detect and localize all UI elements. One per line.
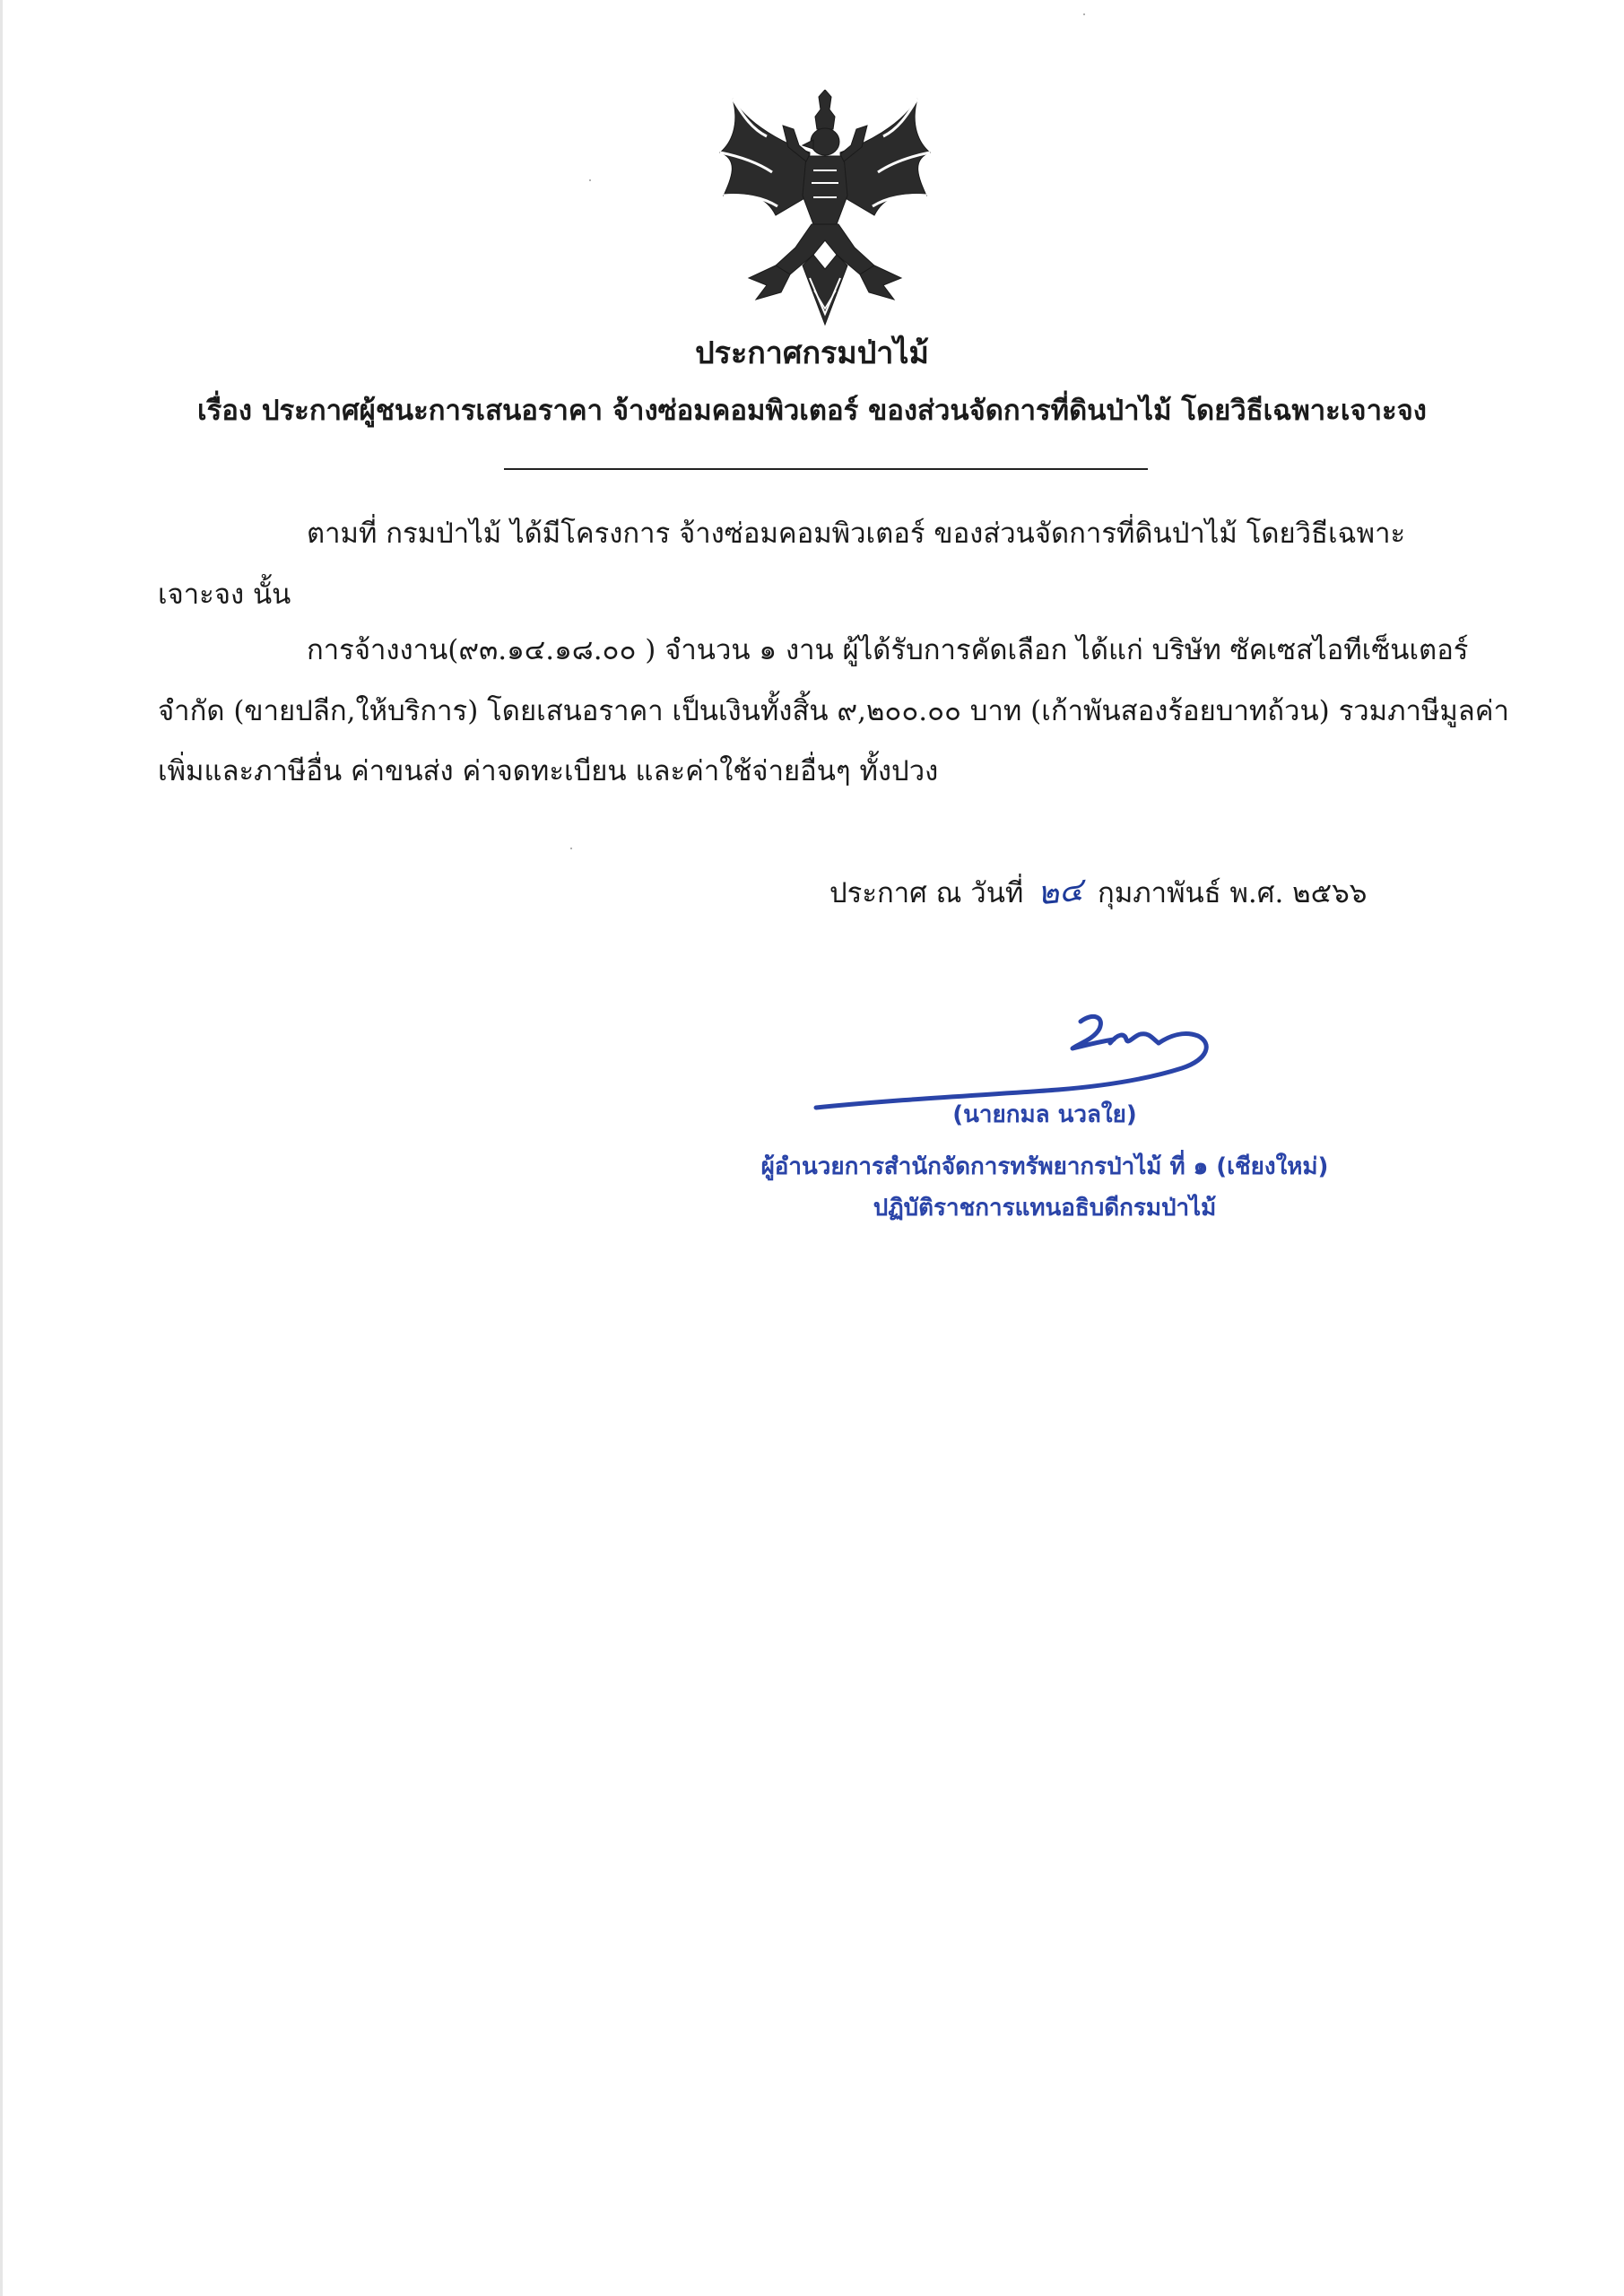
body-line-4: จำกัด (ขายปลีก,ให้บริการ) โดยเสนอราคา เป็นเงินทั้งสิ้น ๙,๒๐๐.๐๐ บาท (เก้าพันสองร้อยบาทถ้วน) รวมภาษีมูลค่า <box>158 695 1509 727</box>
date-suffix: กุมภาพันธ์ พ.ศ. ๒๕๖๖ <box>1098 877 1368 909</box>
signatory-acting-for: ปฏิบัติราชการแทนอธิบดีกรมป่าไม้ <box>873 1195 1217 1222</box>
date-day-handwritten: ๒๔ <box>1036 871 1086 913</box>
signatory-name: (นายกมล นวลใย) <box>952 1101 1137 1128</box>
title-divider <box>504 468 1148 470</box>
date-prefix: ประกาศ ณ วันที่ <box>829 877 1024 909</box>
scan-speck <box>1083 13 1085 15</box>
subject-line: เรื่อง ประกาศผู้ชนะการเสนอราคา จ้างซ่อมคอมพิวเตอร์ ของส่วนจัดการที่ดินป่าไม้ โดยวิธีเฉพาะเจาะจง <box>197 395 1427 427</box>
body-line-3: การจ้างงาน(๙๓.๑๔.๑๘.๐๐ ) จำนวน ๑ งาน ผู้ได้รับการคัดเลือก ได้แก่ บริษัท ซัคเซสไอทีเซ็นเตอร์ <box>307 634 1469 666</box>
body-line-2: เจาะจง นั้น <box>158 578 291 611</box>
body-line-5: เพิ่มและภาษีอื่น ค่าขนส่ง ค่าจดทะเบียน และค่าใช้จ่ายอื่นๆ ทั้งปวง <box>158 755 939 787</box>
page-title: ประกาศกรมป่าไม้ <box>695 335 929 371</box>
scan-speck <box>570 848 572 849</box>
announcement-date <box>829 871 1368 913</box>
scan-speck <box>589 179 591 181</box>
body-line-1: ตามที่ กรมป่าไม้ ได้มีโครงการ จ้างซ่อมคอมพิวเตอร์ ของส่วนจัดการที่ดินป่าไม้ โดยวิธีเฉพาะ <box>307 517 1406 550</box>
signatory-position: ผู้อำนวยการสำนักจัดการทรัพยากรป่าไม้ ที่ ๑ (เชียงใหม่) <box>760 1153 1329 1180</box>
garuda-emblem-icon <box>713 90 937 327</box>
